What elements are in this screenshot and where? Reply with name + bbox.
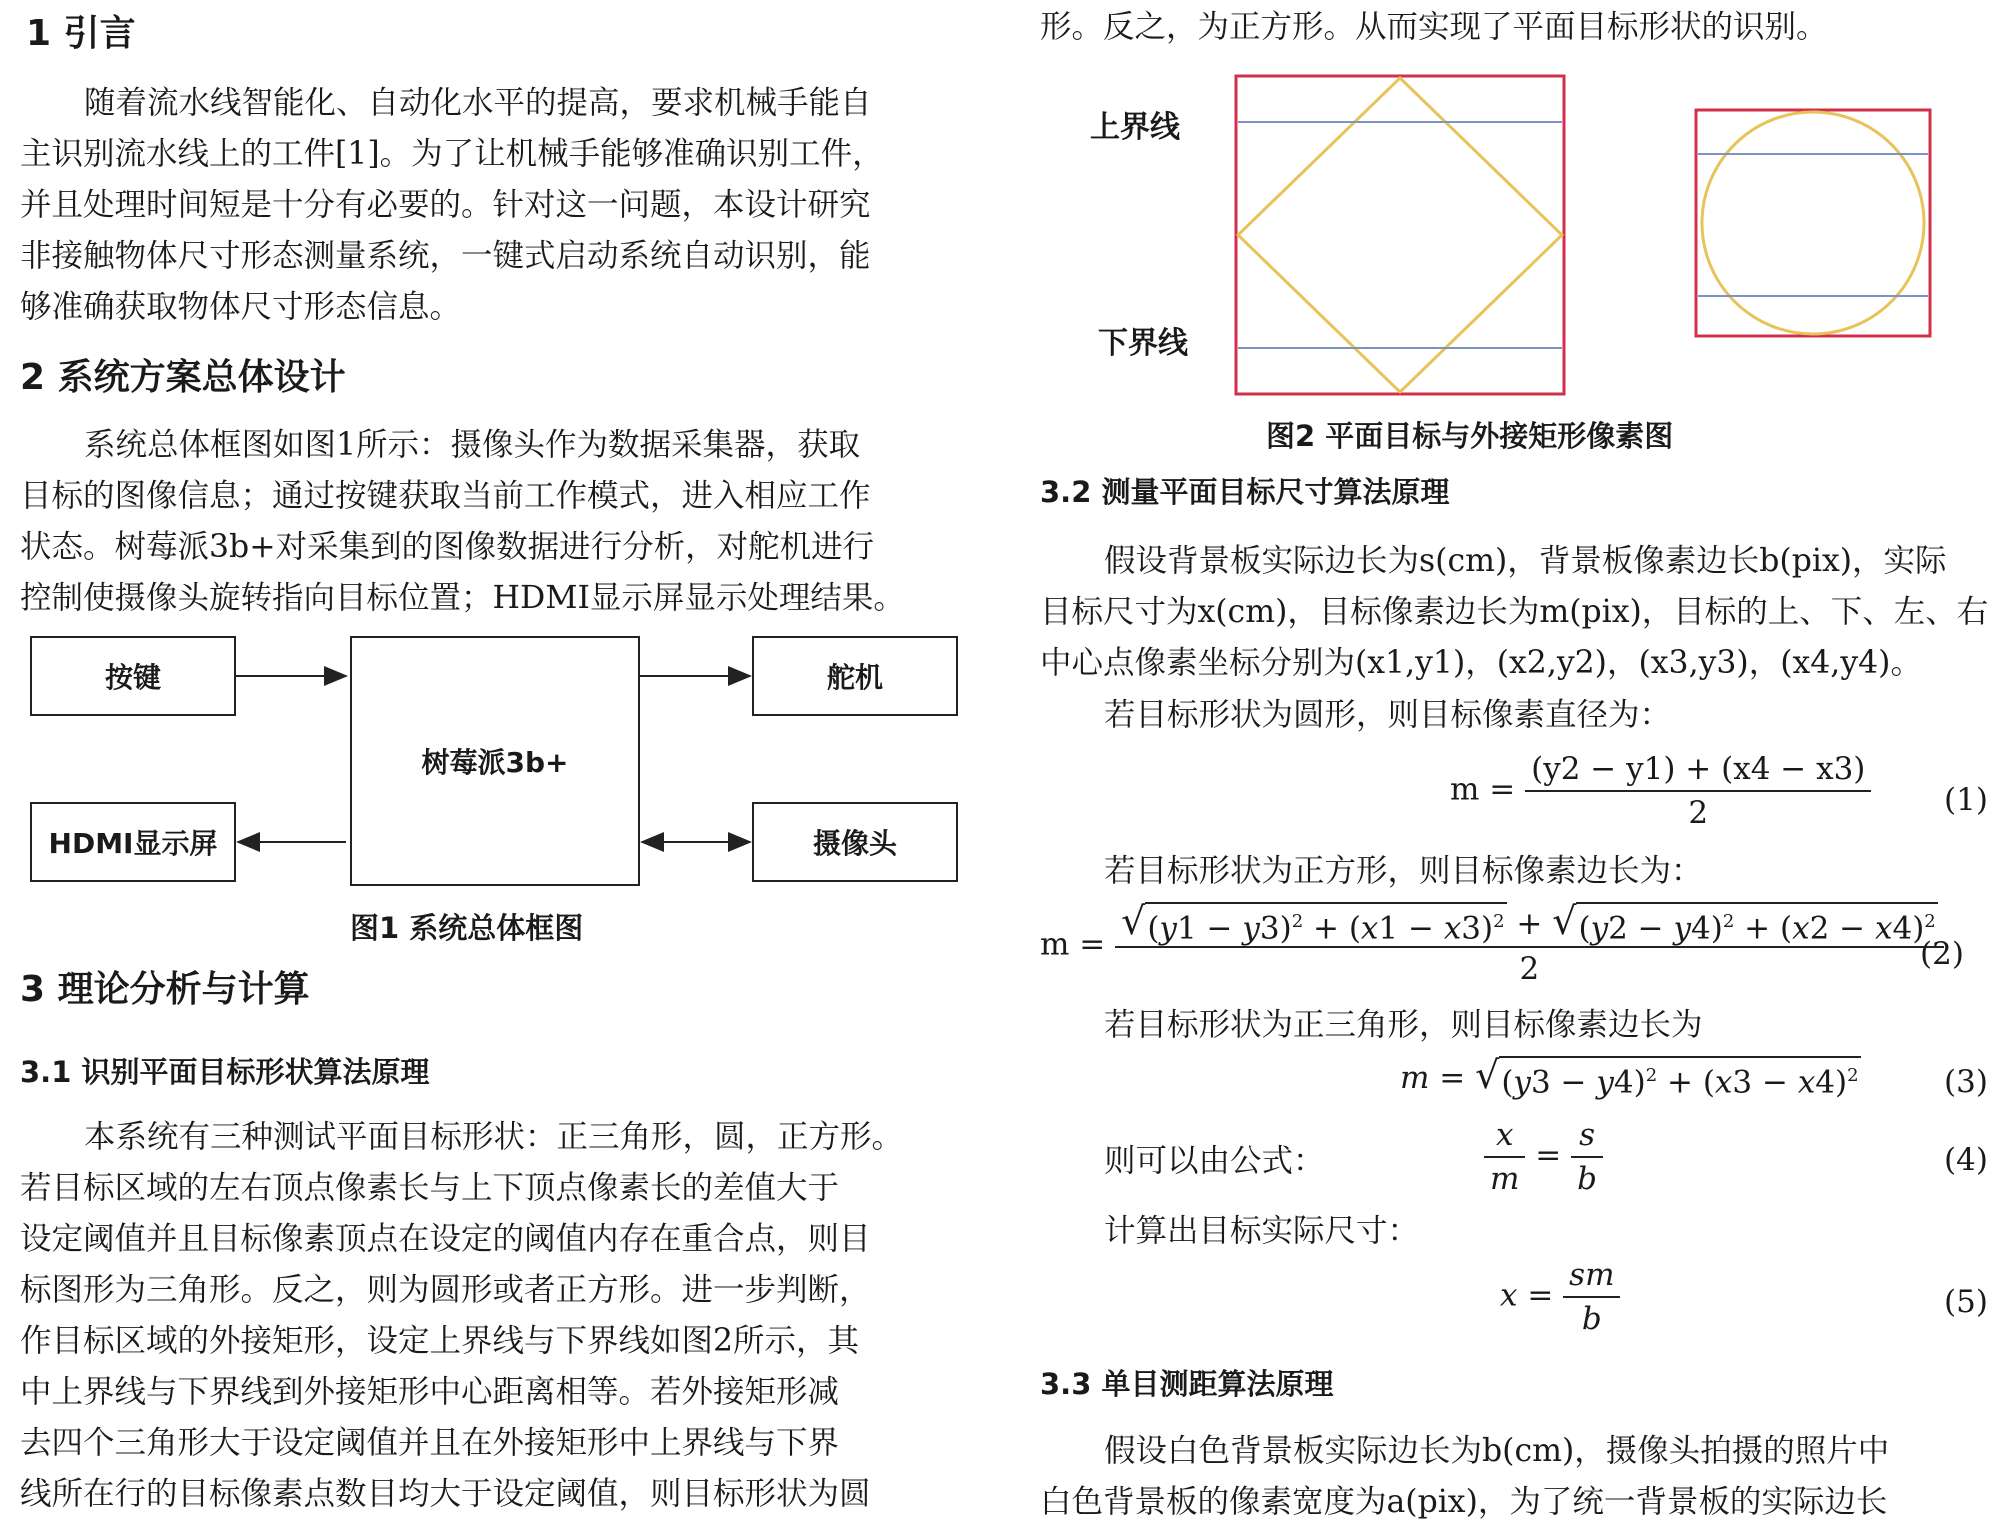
shapes-diagram: [1040, 70, 1990, 410]
box-key: 按键: [30, 636, 236, 716]
text-line: 本系统有三种测试平面目标形状：正三角形，圆，正方形。: [84, 1119, 904, 1155]
text-line: 标图形为三角形。反之，则为圆形或者正方形。进一步判断，: [20, 1272, 871, 1308]
text-line: 线所在行的目标像素点数目均大于设定阈值，则目标形状为圆: [20, 1476, 871, 1512]
equation-2: m = √ $(y1 - y3)^2 + (x1 - x3)^2$ + √ $(y2 - y4)^2 + (x2 - x4)^2$ 2: [1040, 902, 1944, 990]
section-3-2-title: 3.2 测量平面目标尺寸算法原理: [1040, 475, 1450, 509]
circle-target: [1702, 112, 1924, 334]
equation-4-number: (4): [1944, 1142, 1988, 1178]
box-camera: 摄像头: [752, 802, 958, 882]
equation-1-numerator: (y2 − y1) + (x4 − x3): [1531, 751, 1866, 787]
figure-2-caption: 图2 平面目标与外接矩形像素图: [1266, 419, 1674, 453]
text-line: 设定阈值并且目标像素顶点在设定的阈值内存在重合点，则目: [20, 1221, 871, 1257]
section-3-3-paragraph: [1040, 1426, 1889, 1528]
section-3-3-title: 3.3 单目测距算法原理: [1040, 1367, 1334, 1401]
text-line: 控制使摄像头旋转指向目标位置；HDMI显示屏显示处理结果。: [20, 580, 905, 616]
equation-1-number: (1): [1944, 782, 1988, 818]
text-line: 主识别流水线上的工件[1]。为了让机械手能够准确识别工件，: [20, 136, 884, 172]
text-line: 去四个三角形大于设定阈值并且在外接矩形中上界线与下界: [20, 1425, 840, 1461]
equation-3: m = √ $(y3 - y4)^2 + (x3 - x4)^2$: [1400, 1053, 1859, 1101]
section-3-2-paragraph: [1040, 536, 1988, 689]
calc-text: 计算出目标实际尺寸：: [1104, 1213, 1420, 1249]
text-line: 随着流水线智能化、自动化水平的提高，要求机械手能自: [84, 85, 872, 121]
section-3-title: 3 理论分析与计算: [20, 969, 310, 1010]
text-line: 中上界线与下界线到外接矩形中心距离相等。若外接矩形减: [20, 1374, 840, 1410]
section-2-paragraph: [20, 420, 905, 624]
text-line: 系统总体框图如图1所示：摄像头作为数据采集器，获取: [84, 427, 861, 463]
equation-3-number: (3): [1944, 1064, 1988, 1100]
text-line: 状态。树莓派3b+对采集到的图像数据进行分析，对舵机进行: [20, 529, 875, 565]
section-1-paragraph: [20, 78, 884, 333]
square-case-text: 若目标形状为正方形，则目标像素边长为：: [1104, 853, 1703, 889]
equation-1-denominator: 2: [1688, 795, 1709, 831]
figure-1-caption: 图1 系统总体框图: [350, 911, 584, 945]
formula-text: 则可以由公式：: [1104, 1143, 1325, 1179]
text-line: 非接触物体尺寸形态测量系统，一键式启动系统自动识别，能: [20, 238, 871, 274]
figure-1-block-diagram: [20, 636, 970, 886]
text-line: 假设白色背景板实际边长为b(cm)，摄像头拍摄的照片中: [1104, 1433, 1890, 1469]
equation-2-number: (2): [1920, 936, 1964, 972]
bounding-rectangle-circle: [1696, 110, 1930, 336]
equation-5-number: (5): [1944, 1284, 1988, 1320]
equation-4: $\frac{x}{m}$ = $\frac{s}{b}$: [1484, 1114, 1603, 1200]
text-line: 白色背景板的像素宽度为a(pix)，为了统一背景板的实际边长: [1040, 1484, 1888, 1520]
box-hdmi-display: HDMI显示屏: [30, 802, 236, 882]
box-servo: 舵机: [752, 636, 958, 716]
upper-bound-label: 上界线: [1090, 110, 1180, 145]
text-line: 假设背景板实际边长为s(cm)，背景板像素边长b(pix)，实际: [1104, 543, 1947, 579]
text-line: 并且处理时间短是十分有必要的。针对这一问题，本设计研究: [20, 187, 871, 223]
text-line: 目标的图像信息；通过按键获取当前工作模式，进入相应工作: [20, 478, 871, 514]
section-3-1-paragraph: [20, 1112, 903, 1520]
text-line: 够准确获取物体尺寸形态信息。: [20, 289, 462, 325]
text-line: 形。反之，为正方形。从而实现了平面目标形状的识别。: [1040, 9, 1828, 45]
box-raspberry-pi: 树莓派3b+: [350, 636, 640, 886]
section-3-1-title: 3.1 识别平面目标形状算法原理: [20, 1055, 430, 1089]
equation-5: x = $\frac{sm}{b}$: [1500, 1254, 1620, 1340]
text-line: 中心点像素坐标分别为(x1,y1)，(x2,y2)，(x3,y3)，(x4,y4)。: [1040, 645, 1922, 681]
equation-1: m = $\frac{(y2 - y1) + (x4 - x3)}{2}$: [1450, 748, 1871, 834]
circle-case-text: 若目标形状为圆形，则目标像素直径为：: [1104, 697, 1672, 733]
section-1-title: 1 引言: [26, 13, 136, 54]
lower-bound-label: 下界线: [1098, 326, 1188, 361]
text-line: 作目标区域的外接矩形，设定上界线与下界线如图2所示，其: [20, 1323, 860, 1359]
section-2-title: 2 系统方案总体设计: [20, 357, 346, 398]
continued-paragraph: [1040, 2, 1828, 53]
text-line: 目标尺寸为x(cm)，目标像素边长为m(pix)，目标的上、下、左、右: [1040, 594, 1989, 630]
square-target: [1238, 78, 1562, 392]
text-line: 若目标区域的左右顶点像素长与上下顶点像素长的差值大于: [20, 1170, 840, 1206]
triangle-case-text: 若目标形状为正三角形，则目标像素边长为: [1104, 1007, 1703, 1043]
figure-2: [1040, 70, 1990, 410]
bounding-rectangle-square: [1236, 76, 1564, 394]
